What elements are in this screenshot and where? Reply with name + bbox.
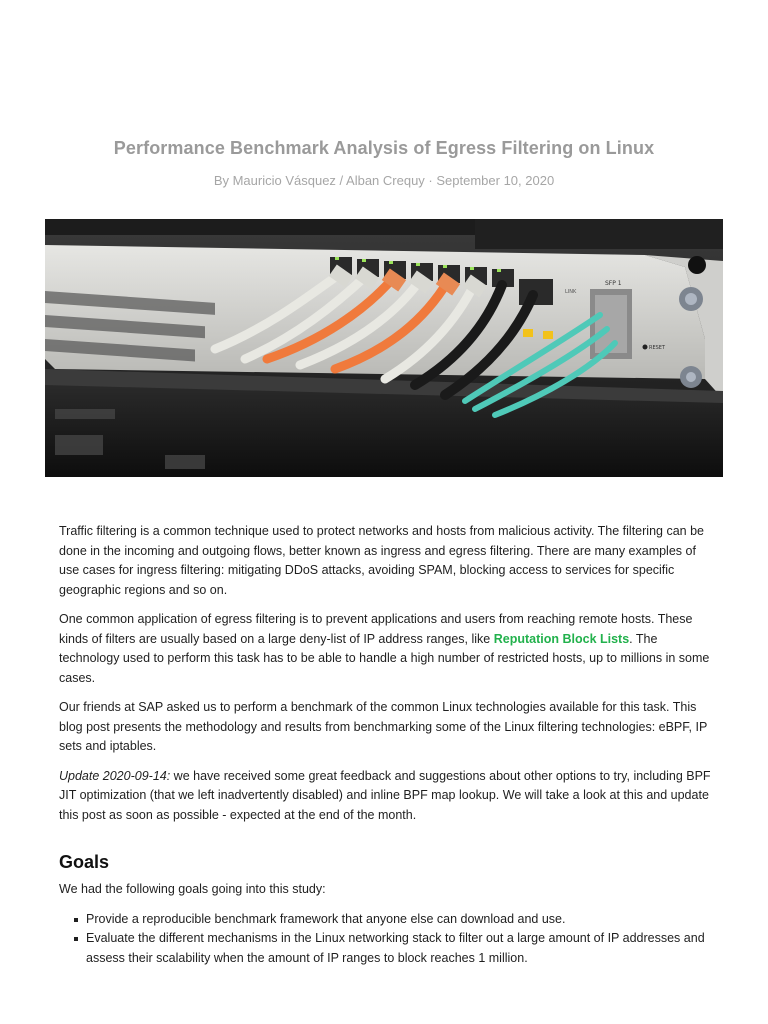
network-switch-photo-icon — [45, 219, 723, 477]
update-label: Update 2020-09-14: — [59, 768, 171, 783]
article-byline: By Mauricio Vásquez / Alban Crequy · September 10, 2020 — [213, 173, 555, 188]
paragraph-egress-text: One common application of egress filtering is to prevent applications and users from reaching remote hosts. These kinds of filters are usually based on a large deny-list of IP address ranges, like — [59, 612, 693, 646]
article-body — [59, 522, 714, 968]
list-item: Evaluate the different mechanisms in the Linux networking stack to filter out a large amount of IP addresses and assess their scalability when the amount of IP ranges to block reaches 1 million. — [86, 929, 714, 968]
paragraph-update — [59, 767, 714, 826]
goals-intro: We had the following goals going into this study: — [59, 882, 326, 896]
sfp-label: SFP 1 — [605, 280, 622, 287]
link-label: LINK — [565, 289, 577, 295]
paragraph-intro: Traffic filtering is a common technique used to protect networks and hosts from malicious activity. The filtering can be done in the incoming and outgoing flows, better known as ingress and egress filtering. There are many examples of use cases for ingress filtering: mitigating DDoS attacks, avoiding SPAM, blocking access to services for specific geographic regions and so on. — [59, 524, 704, 597]
page-title: Performance Benchmark Analysis of Egress Filtering on Linux — [113, 138, 655, 159]
paragraph-egress — [59, 610, 714, 688]
paragraph-egress-text-end: . The technology used to perform this task has to be able to handle a high number of restricted hosts, up to millions in some cases. — [59, 631, 710, 685]
hero-image — [45, 219, 723, 477]
goals-list — [59, 910, 714, 969]
list-item: Provide a reproducible benchmark framework that anyone else can download and use. — [86, 910, 714, 930]
update-text: we have received some great feedback and suggestions about other options to try, including BPF JIT optimization (that we left inadvertently disabled) and inline BPF map lookup. We will take a look at this and update this post as soon as possible - expected at the end of the month. — [59, 768, 711, 822]
paragraph-sap: Our friends at SAP asked us to perform a benchmark of the common Linux technologies available for this task. This blog post presents the methodology and results from benchmarking some of the Linux filtering technologies: eBPF, IP sets and iptables. — [59, 700, 708, 753]
reset-label: RESET — [649, 345, 666, 351]
goals-heading: Goals — [59, 852, 110, 872]
reputation-block-lists-link[interactable]: Reputation Block Lists — [493, 631, 630, 646]
